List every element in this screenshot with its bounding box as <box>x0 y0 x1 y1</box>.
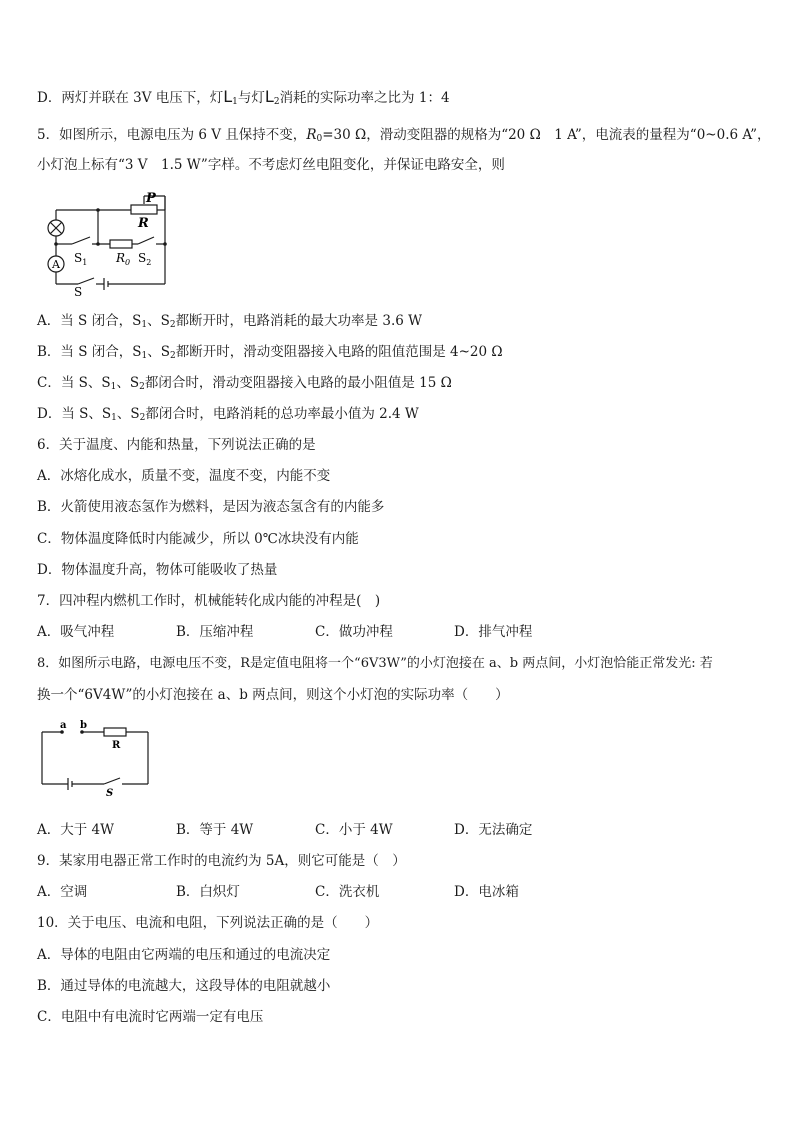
q5-circuit-diagram <box>38 188 178 298</box>
q6-option-d: D．物体温度升高，物体可能吸收了热量 <box>37 562 278 578</box>
q5-label-p: P <box>146 191 156 206</box>
q9-stem: 9．某家用电器正常工作时的电流约为 5A，则它可能是（ ） <box>37 853 406 869</box>
q5-switch-s2 <box>138 237 154 244</box>
q9-option-d: D．电冰箱 <box>454 884 519 900</box>
q5-option-d: D．当 S、$S_1$、$S_2$都闭合时，电路消耗的总功率最小值为 2.4 W <box>37 406 419 423</box>
q6-stem: 6．关于温度、内能和热量，下列说法正确的是 <box>37 437 316 453</box>
q8-label-b: b <box>80 720 87 731</box>
q7-option-a: A．吸气冲程 <box>37 624 115 640</box>
q10-option-b: B．通过导体的电流越大，这段导体的电阻就越小 <box>37 978 331 994</box>
q7-stem: 7．四冲程内燃机工作时，机械能转化成内能的冲程是( ) <box>37 593 381 609</box>
svg-text:A: A <box>52 258 60 271</box>
q6-option-b: B．火箭使用液态氢作为燃料，是因为液态氢含有的内能多 <box>37 499 385 515</box>
q5-stem-line-2: 小灯泡上标有“3 V 1.5 W”字样。不考虑灯丝电阻变化，并保证电路安全，则 <box>37 157 505 173</box>
q6-option-a: A．冰熔化成水，质量不变，温度不变，内能不变 <box>37 468 331 484</box>
q5-switch-s1 <box>72 237 90 244</box>
q7-option-d: D．排气冲程 <box>454 624 533 640</box>
q10-stem: 10．关于电压、电流和电阻，下列说法正确的是（ ） <box>37 915 379 931</box>
q8-option-b: B．等于 4W <box>176 822 254 838</box>
q5-option-b: B．当 S 闭合，$S_1$、$S_2$都断开时，滑动变阻器接入电路的阻值范围是 4~20 Ω <box>37 344 503 361</box>
q9-option-a: A．空调 <box>37 884 88 900</box>
q8-switch-s <box>104 778 120 784</box>
q6-option-c: C．物体温度降低时内能减少，所以 0℃冰块没有内能 <box>37 531 359 547</box>
q8-label-r: R <box>112 740 121 751</box>
q5-label-r: R <box>138 216 149 231</box>
q5-label-r0: $R_0$ <box>116 251 131 267</box>
q9-option-b: B．白炽灯 <box>176 884 240 900</box>
q8-circuit-diagram <box>38 718 154 798</box>
q5-label-s2: $S_2$ <box>138 251 152 267</box>
q8-label-s: S <box>106 788 114 798</box>
q8-label-a: a <box>60 720 67 731</box>
q5-rheostat-r <box>131 205 157 214</box>
q8-resistor-r <box>104 728 126 736</box>
q10-option-a: A．导体的电阻由它两端的电压和通过的电流决定 <box>37 947 331 963</box>
q5-label-s: S <box>74 285 83 298</box>
q9-option-c: C．洗衣机 <box>315 884 380 900</box>
q4-option-d: D．两灯并联在 3V 电压下，灯$L_1$与灯$L_2$消耗的实际功率之比为 1：4 <box>37 87 450 107</box>
q5-lamp-icon <box>48 220 64 236</box>
q7-option-b: B．压缩冲程 <box>176 624 254 640</box>
q7-option-c: C．做功冲程 <box>315 624 393 640</box>
q8-stem-line-2: 换一个“6V4W”的小灯泡接在 a、b 两点间，则这个小灯泡的实际功率（ ） <box>37 687 509 703</box>
q5-option-a: A．当 S 闭合，$S_1$、$S_2$都断开时，电路消耗的最大功率是 3.6 W <box>37 313 422 330</box>
q8-option-a: A．大于 4W <box>37 822 115 838</box>
q8-stem-line-1: 8．如图所示电路，电源电压不变，R是定值电阻将一个“6V3W”的小灯泡接在 a、b 两点间，小灯泡恰能正常发光: 若 <box>37 656 713 671</box>
q5-option-c: C．当 S、$S_1$、$S_2$都闭合时，滑动变阻器接入电路的最小阻值是 15 Ω <box>37 375 452 392</box>
q5-resistor-r0 <box>110 240 132 248</box>
q5-switch-s <box>78 278 94 284</box>
q8-option-d: D．无法确定 <box>454 822 533 838</box>
q5-label-s1: $S_1$ <box>74 251 88 267</box>
q10-option-c: C．电阻中有电流时它两端一定有电压 <box>37 1009 264 1025</box>
q8-option-c: C．小于 4W <box>315 822 393 838</box>
q5-stem-line-1: 5．如图所示，电源电压为 6 V 且保持不变，$R_0=30$ Ω，滑动变阻器的规格为“20 Ω 1 A”，电流表的量程为“0~0.6 A”， <box>37 127 771 144</box>
